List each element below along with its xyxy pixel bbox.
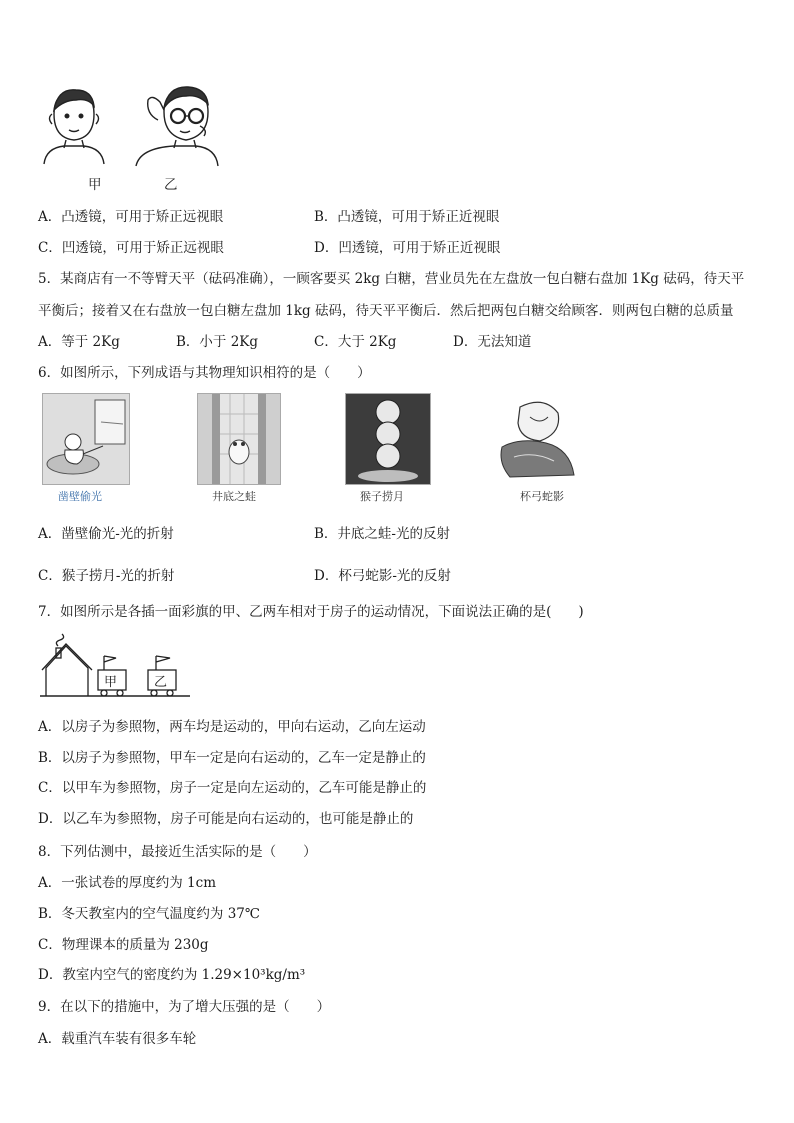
car-label-jia: 甲: [104, 675, 118, 690]
q5-option-a: A．等于 2Kg: [38, 334, 120, 350]
picture-bow-snake: [490, 397, 584, 483]
q8-option-c: C．物理课本的质量为 230g: [38, 937, 209, 953]
q4-option-c: C．凹透镜，可用于矫正远视眼: [38, 240, 224, 256]
q7-option-c: C．以甲车为参照物，房子一定是向左运动的，乙车可能是静止的: [38, 780, 427, 796]
q5-stem-line1: 5．某商店有一不等臂天平（砝码准确），一顾客要买 2kg 白糖，营业员先在左盘放一包白糖右盘加 1Kg 砝码，待天平: [38, 271, 745, 287]
figure-label-yi: 乙: [164, 177, 178, 193]
q6-option-a: A．凿壁偷光-光的折射: [38, 526, 174, 542]
q8-stem: 8．下列估测中，最接近生活实际的是（ ）: [38, 844, 317, 860]
q6-stem: 6．如图所示，下列成语与其物理知识相符的是（ ）: [38, 365, 371, 381]
q7-option-b: B．以房子为参照物，甲车一定是向右运动的，乙车一定是静止的: [38, 750, 426, 766]
figure-label-jia: 甲: [88, 177, 102, 193]
q5-option-d: D．无法知道: [453, 334, 532, 350]
q7-figure: [40, 632, 192, 702]
caption-wall-light: 凿壁偷光: [58, 490, 102, 503]
q6-option-b: B．井底之蛙-光的反射: [314, 526, 450, 542]
q6-option-d: D．杯弓蛇影-光的反射: [314, 568, 451, 584]
q4-option-a: A．凸透镜，可用于矫正远视眼: [38, 209, 224, 225]
q5-stem-line2: 平衡后；接着又在右盘放一包白糖左盘加 1kg 砝码，待天平平衡后．然后把两包白糖交给顾客．则两包白糖的总质量: [38, 303, 734, 319]
caption-monkey-moon: 猴子捞月: [360, 490, 404, 503]
q8-option-b: B．冬天教室内的空气温度约为 37℃: [38, 906, 260, 922]
picture-well-frog: [197, 393, 281, 485]
q8-option-a: A．一张试卷的厚度约为 1cm: [38, 875, 216, 891]
q5-option-c: C．大于 2Kg: [314, 334, 397, 350]
picture-monkey-moon: [345, 393, 431, 485]
q7-option-a: A．以房子为参照物，两车均是运动的，甲向右运动，乙向左运动: [38, 719, 426, 735]
q7-stem: 7．如图所示是各插一面彩旗的甲、乙两车相对于房子的运动情况，下面说法正确的是( ): [38, 604, 584, 620]
q9-stem: 9．在以下的措施中，为了增大压强的是（ ）: [38, 999, 331, 1015]
q8-option-d: D．教室内空气的密度约为 1.29×10³kg/m³: [38, 967, 306, 983]
q6-option-c: C．猴子捞月-光的折射: [38, 568, 175, 584]
picture-wall-light: [42, 393, 130, 485]
q5-option-b: B．小于 2Kg: [176, 334, 259, 350]
q4-figure: [40, 84, 240, 168]
boys-illustration: [40, 84, 240, 168]
caption-well-frog: 井底之蛙: [212, 490, 256, 503]
car-label-yi: 乙: [154, 675, 168, 690]
q9-option-a: A．载重汽车装有很多车轮: [38, 1031, 197, 1047]
caption-bow-snake: 杯弓蛇影: [520, 490, 564, 503]
q4-option-d: D．凹透镜，可用于矫正近视眼: [314, 240, 501, 256]
q4-option-b: B．凸透镜，可用于矫正近视眼: [314, 209, 500, 225]
q7-option-d: D．以乙车为参照物，房子可能是向右运动的，也可能是静止的: [38, 811, 414, 827]
house-cars-diagram: [40, 632, 192, 702]
